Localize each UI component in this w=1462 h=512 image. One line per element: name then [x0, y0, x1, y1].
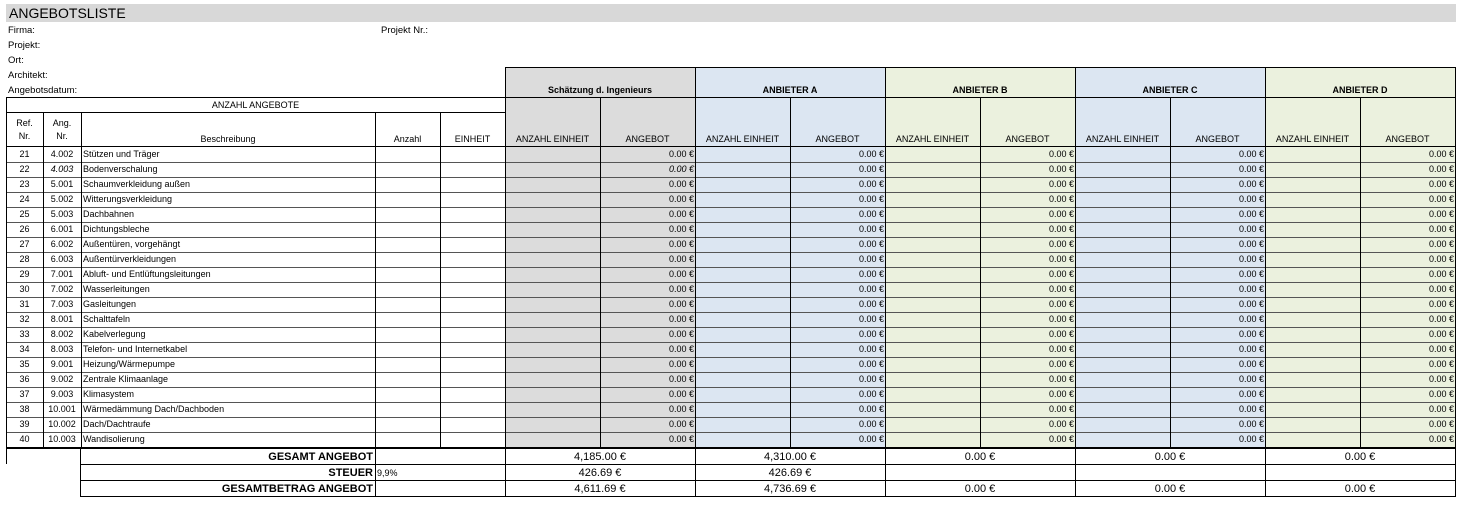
row-amount[interactable]: 0.00 €: [1048, 179, 1074, 189]
grid-line: [6, 342, 1455, 343]
grid-line: [6, 207, 1455, 208]
row-description: Dach/Dachtraufe: [83, 419, 151, 429]
col-anzahl-einheit: ANZAHL EINHEIT: [1085, 134, 1160, 144]
grid-line: [80, 480, 1455, 481]
row-amount[interactable]: 0.00 €: [858, 254, 884, 264]
col-einheit: EINHEIT: [454, 134, 491, 144]
col-anzahl: Anzahl: [393, 134, 422, 144]
row-ang: 6.002: [50, 239, 74, 249]
row-amount[interactable]: 0.00 €: [1048, 269, 1074, 279]
row-amount[interactable]: 0.00 €: [1428, 269, 1454, 279]
meta-ort: Ort:: [8, 55, 24, 66]
grid-line: [6, 177, 1455, 178]
row-amount[interactable]: 0.00 €: [1048, 284, 1074, 294]
row-amount[interactable]: 0.00 €: [858, 179, 884, 189]
row-amount[interactable]: 0.00 €: [668, 329, 694, 339]
meta-angebotsdatum: Angebotsdatum:: [8, 85, 78, 96]
bidder-header: Schätzung d. Ingenieurs: [547, 85, 652, 95]
row-amount[interactable]: 0.00 €: [1428, 359, 1454, 369]
row-amount[interactable]: 0.00 €: [1238, 434, 1264, 444]
row-amount[interactable]: 0.00 €: [1048, 314, 1074, 324]
row-amount[interactable]: 0.00 €: [668, 269, 694, 279]
row-ang: 5.002: [50, 194, 74, 204]
row-amount[interactable]: 0.00 €: [1238, 149, 1264, 159]
row-ang: 5.001: [50, 179, 74, 189]
col-angebot: ANGEBOT: [625, 134, 670, 144]
gesamt-value: 4,310.00 €: [764, 451, 816, 463]
grid-line: [505, 67, 1455, 68]
row-amount[interactable]: 0.00 €: [858, 329, 884, 339]
row-amount[interactable]: 0.00 €: [1238, 299, 1264, 309]
row-amount[interactable]: 0.00 €: [1238, 314, 1264, 324]
row-amount[interactable]: 0.00 €: [858, 344, 884, 354]
gesamt-value: 0.00 €: [1344, 451, 1376, 463]
row-amount[interactable]: 0.00 €: [668, 314, 694, 324]
row-amount[interactable]: 0.00 €: [1238, 254, 1264, 264]
grid-line: [6, 327, 1455, 328]
row-amount[interactable]: 0.00 €: [668, 194, 694, 204]
row-ref: 28: [19, 254, 30, 264]
grid-line: [43, 112, 44, 447]
grid-line: [81, 112, 82, 447]
grid-line: [6, 222, 1455, 223]
row-ang: 7.002: [50, 284, 74, 294]
row-amount[interactable]: 0.00 €: [1428, 224, 1454, 234]
row-ang: 9.001: [50, 359, 74, 369]
row-ref: 25: [19, 209, 30, 219]
row-ref: 35: [19, 359, 30, 369]
row-amount[interactable]: 0.00 €: [668, 209, 694, 219]
bidder-header: ANBIETER A: [762, 85, 818, 95]
row-amount[interactable]: 0.00 €: [858, 224, 884, 234]
row-ref: 30: [19, 284, 30, 294]
row-amount[interactable]: 0.00 €: [1048, 194, 1074, 204]
row-amount[interactable]: 0.00 €: [858, 359, 884, 369]
row-amount[interactable]: 0.00 €: [1428, 239, 1454, 249]
row-amount[interactable]: 0.00 €: [1428, 374, 1454, 384]
row-ang: 6.003: [50, 254, 74, 264]
row-ang: 10.003: [48, 434, 76, 444]
row-description: Außentüren, vorgehängt: [83, 239, 181, 249]
row-amount[interactable]: 0.00 €: [1428, 404, 1454, 414]
grid-line: [6, 312, 1455, 313]
row-description: Kabelverlegung: [83, 329, 146, 339]
row-description: Wasserleitungen: [83, 284, 150, 294]
gesamtbetrag-value: 0.00 €: [1344, 483, 1376, 495]
row-ang: 4.003: [50, 164, 74, 174]
row-amount[interactable]: 0.00 €: [668, 149, 694, 159]
grid-line: [375, 112, 376, 447]
row-amount[interactable]: 0.00 €: [668, 299, 694, 309]
steuer-rate[interactable]: 9,9%: [377, 468, 398, 478]
row-amount[interactable]: 0.00 €: [858, 269, 884, 279]
grid-line: [1075, 67, 1076, 497]
grid-line: [6, 372, 1455, 373]
row-description: Gasleitungen: [83, 299, 137, 309]
row-description: Klimasystem: [83, 389, 135, 399]
grid-line: [6, 432, 1455, 433]
row-amount[interactable]: 0.00 €: [1428, 254, 1454, 264]
row-description: Dichtungsbleche: [83, 224, 150, 234]
row-ref: 24: [19, 194, 30, 204]
row-description: Außentürverkleidungen: [83, 254, 177, 264]
row-amount[interactable]: 0.00 €: [1238, 269, 1264, 279]
grid-line: [6, 237, 1455, 238]
row-amount[interactable]: 0.00 €: [668, 284, 694, 294]
row-amount[interactable]: 0.00 €: [1428, 344, 1454, 354]
col-anzahl-einheit: ANZAHL EINHEIT: [515, 134, 590, 144]
grid-line: [6, 97, 7, 464]
row-ref: 23: [19, 179, 30, 189]
grid-line: [600, 97, 601, 447]
row-amount[interactable]: 0.00 €: [858, 374, 884, 384]
row-ref: 27: [19, 239, 30, 249]
grid-line: [6, 402, 1455, 403]
grid-line: [440, 112, 441, 447]
row-amount[interactable]: 0.00 €: [1238, 284, 1264, 294]
row-amount[interactable]: 0.00 €: [1428, 419, 1454, 429]
grid-line: [1360, 97, 1361, 447]
row-description: Schaumverkleidung außen: [83, 179, 191, 189]
grid-line: [80, 464, 1455, 465]
row-amount[interactable]: 0.00 €: [1428, 329, 1454, 339]
row-amount[interactable]: 0.00 €: [1238, 389, 1264, 399]
grid-line: [695, 67, 696, 497]
gesamtbetrag-value: 0.00 €: [964, 483, 996, 495]
row-amount[interactable]: 0.00 €: [1048, 149, 1074, 159]
row-amount[interactable]: 0.00 €: [1428, 299, 1454, 309]
row-amount[interactable]: 0.00 €: [1048, 239, 1074, 249]
row-amount[interactable]: 0.00 €: [858, 239, 884, 249]
row-ang: 4.002: [50, 149, 74, 159]
row-ref: 29: [19, 269, 30, 279]
row-description: Heizung/Wärmepumpe: [83, 359, 176, 369]
row-ref: 37: [19, 389, 30, 399]
row-amount[interactable]: 0.00 €: [858, 434, 884, 444]
col-beschreibung: Beschreibung: [200, 134, 256, 144]
gesamtbetrag-value: 0.00 €: [1154, 483, 1186, 495]
row-amount[interactable]: 0.00 €: [1238, 404, 1264, 414]
row-amount[interactable]: 0.00 €: [1048, 254, 1074, 264]
row-amount[interactable]: 0.00 €: [858, 314, 884, 324]
row-ref: 34: [19, 344, 30, 354]
row-description: Stützen und Träger: [83, 149, 160, 159]
row-ang: 10.001: [48, 404, 76, 414]
grid-line: [1265, 67, 1266, 497]
row-ref: 26: [19, 224, 30, 234]
page-title: ANGEBOTSLISTE: [9, 5, 126, 21]
row-amount[interactable]: 0.00 €: [1428, 194, 1454, 204]
grid-line: [80, 496, 1455, 497]
grid-line: [6, 448, 1455, 449]
title-bar: [6, 4, 1456, 22]
row-ang: 6.001: [50, 224, 74, 234]
row-amount[interactable]: 0.00 €: [1048, 344, 1074, 354]
row-amount[interactable]: 0.00 €: [1238, 374, 1264, 384]
row-amount[interactable]: 0.00 €: [1428, 164, 1454, 174]
col-angebot: ANGEBOT: [815, 134, 860, 144]
row-amount[interactable]: 0.00 €: [668, 359, 694, 369]
row-description: Telefon- und Internetkabel: [83, 344, 188, 354]
steuer-label: STEUER: [328, 467, 373, 479]
row-amount[interactable]: 0.00 €: [1238, 179, 1264, 189]
row-amount[interactable]: 0.00 €: [1048, 404, 1074, 414]
row-ang: 7.001: [50, 269, 74, 279]
grid-line: [6, 387, 1455, 388]
row-amount[interactable]: 0.00 €: [1428, 389, 1454, 399]
row-amount[interactable]: 0.00 €: [668, 164, 694, 174]
bidder-header: ANBIETER C: [1142, 85, 1198, 95]
row-amount[interactable]: 0.00 €: [668, 374, 694, 384]
row-amount[interactable]: 0.00 €: [1428, 314, 1454, 324]
row-ref: 21: [19, 149, 30, 159]
row-amount[interactable]: 0.00 €: [668, 239, 694, 249]
row-amount[interactable]: 0.00 €: [1428, 179, 1454, 189]
row-amount[interactable]: 0.00 €: [1048, 359, 1074, 369]
grid-line: [375, 448, 376, 496]
row-amount[interactable]: 0.00 €: [1428, 284, 1454, 294]
row-amount[interactable]: 0.00 €: [668, 254, 694, 264]
row-amount[interactable]: 0.00 €: [668, 389, 694, 399]
row-amount[interactable]: 0.00 €: [668, 344, 694, 354]
steuer-value: 426.69 €: [578, 467, 622, 479]
col-anzahl-einheit: ANZAHL EINHEIT: [895, 134, 970, 144]
col-anzahl-einheit: ANZAHL EINHEIT: [705, 134, 780, 144]
col-angebot: ANGEBOT: [1385, 134, 1430, 144]
grid-line: [1455, 67, 1456, 497]
grid-line: [6, 97, 1455, 98]
grid-line: [6, 146, 1455, 147]
grid-line: [6, 297, 1455, 298]
row-amount[interactable]: 0.00 €: [1238, 164, 1264, 174]
grid-line: [505, 67, 506, 497]
gesamtbetrag-value: 4,611.69 €: [574, 483, 626, 495]
row-description: Abluft- und Entlüftungsleitungen: [83, 269, 211, 279]
grid-line: [6, 252, 1455, 253]
row-description: Zentrale Klimaanlage: [83, 374, 169, 384]
row-ref: 36: [19, 374, 30, 384]
steuer-value: 426.69 €: [768, 467, 812, 479]
row-ang: 10.002: [48, 419, 76, 429]
row-description: Bodenverschalung: [83, 164, 158, 174]
row-ang: 8.002: [50, 329, 74, 339]
row-amount[interactable]: 0.00 €: [858, 299, 884, 309]
row-amount[interactable]: 0.00 €: [1048, 434, 1074, 444]
row-amount[interactable]: 0.00 €: [668, 434, 694, 444]
row-amount[interactable]: 0.00 €: [1238, 419, 1264, 429]
grid-line: [790, 97, 791, 447]
grid-line: [6, 162, 1455, 163]
row-amount[interactable]: 0.00 €: [1238, 194, 1264, 204]
row-amount[interactable]: 0.00 €: [1238, 329, 1264, 339]
row-ang: 8.003: [50, 344, 74, 354]
row-amount[interactable]: 0.00 €: [858, 404, 884, 414]
row-amount[interactable]: 0.00 €: [858, 149, 884, 159]
row-ang: 7.003: [50, 299, 74, 309]
row-description: Wärmedämmung Dach/Dachboden: [83, 404, 225, 414]
grid-line: [980, 97, 981, 447]
col-ang-nr: Ang. Nr.: [52, 118, 72, 141]
row-amount[interactable]: 0.00 €: [668, 179, 694, 189]
row-amount[interactable]: 0.00 €: [1238, 359, 1264, 369]
grid-line: [6, 357, 1455, 358]
meta-projekt-nr: Projekt Nr.:: [381, 25, 428, 36]
row-ang: 9.002: [50, 374, 74, 384]
row-amount[interactable]: 0.00 €: [1048, 164, 1074, 174]
gesamtbetrag-value: 4,736.69 €: [764, 483, 816, 495]
row-ref: 32: [19, 314, 30, 324]
row-ang: 5.003: [50, 209, 74, 219]
row-amount[interactable]: 0.00 €: [1238, 209, 1264, 219]
bidder-header: ANBIETER B: [952, 85, 1008, 95]
row-ang: 8.001: [50, 314, 74, 324]
row-amount[interactable]: 0.00 €: [1238, 344, 1264, 354]
row-description: Wandisolierung: [83, 434, 145, 444]
grid-line: [885, 67, 886, 497]
row-amount[interactable]: 0.00 €: [1048, 374, 1074, 384]
row-amount[interactable]: 0.00 €: [1428, 209, 1454, 219]
row-ref: 38: [19, 404, 30, 414]
row-amount[interactable]: 0.00 €: [1238, 224, 1264, 234]
row-amount[interactable]: 0.00 €: [1048, 299, 1074, 309]
col-angebot: ANGEBOT: [1195, 134, 1240, 144]
row-amount[interactable]: 0.00 €: [858, 164, 884, 174]
col-anzahl-einheit: ANZAHL EINHEIT: [1275, 134, 1350, 144]
row-ref: 39: [19, 419, 30, 429]
row-amount[interactable]: 0.00 €: [858, 284, 884, 294]
row-amount[interactable]: 0.00 €: [1048, 224, 1074, 234]
row-description: Dachbahnen: [83, 209, 135, 219]
row-ref: 31: [19, 299, 30, 309]
row-ref: 40: [19, 434, 30, 444]
row-amount[interactable]: 0.00 €: [1048, 209, 1074, 219]
meta-projekt: Projekt:: [8, 40, 41, 51]
grid-line: [6, 282, 1455, 283]
row-description: Schalttafeln: [83, 314, 131, 324]
gesamtbetrag-label: GESAMTBETRAG ANGEBOT: [221, 483, 373, 495]
gesamt-value: 4,185.00 €: [574, 451, 626, 463]
row-amount[interactable]: 0.00 €: [858, 194, 884, 204]
grid-line: [6, 267, 1455, 268]
gesamt-angebot-label: GESAMT ANGEBOT: [268, 451, 373, 463]
row-amount[interactable]: 0.00 €: [858, 389, 884, 399]
grid-line: [6, 192, 1455, 193]
meta-firma: Firma:: [8, 25, 35, 36]
row-ref: 33: [19, 329, 30, 339]
grid-line: [1170, 97, 1171, 447]
anzahl-angebote-header: ANZAHL ANGEBOTE: [211, 100, 300, 110]
gesamt-value: 0.00 €: [1154, 451, 1186, 463]
row-ang: 9.003: [50, 389, 74, 399]
row-amount[interactable]: 0.00 €: [1428, 149, 1454, 159]
row-ref: 22: [19, 164, 30, 174]
col-angebot: ANGEBOT: [1005, 134, 1050, 144]
row-amount[interactable]: 0.00 €: [1048, 329, 1074, 339]
col-ref-nr: Ref. Nr.: [16, 118, 33, 141]
row-amount[interactable]: 0.00 €: [668, 404, 694, 414]
row-amount[interactable]: 0.00 €: [668, 224, 694, 234]
row-amount[interactable]: 0.00 €: [1048, 419, 1074, 429]
gesamt-value: 0.00 €: [964, 451, 996, 463]
row-amount[interactable]: 0.00 €: [1428, 434, 1454, 444]
row-description: Witterungsverkleidung: [83, 194, 173, 204]
row-amount[interactable]: 0.00 €: [858, 209, 884, 219]
row-amount[interactable]: 0.00 €: [858, 419, 884, 429]
grid-line: [80, 448, 81, 496]
row-amount[interactable]: 0.00 €: [668, 419, 694, 429]
grid-line: [6, 417, 1455, 418]
row-amount[interactable]: 0.00 €: [1238, 239, 1264, 249]
row-amount[interactable]: 0.00 €: [1048, 389, 1074, 399]
meta-architekt: Architekt:: [8, 70, 48, 81]
bidder-header: ANBIETER D: [1332, 85, 1388, 95]
